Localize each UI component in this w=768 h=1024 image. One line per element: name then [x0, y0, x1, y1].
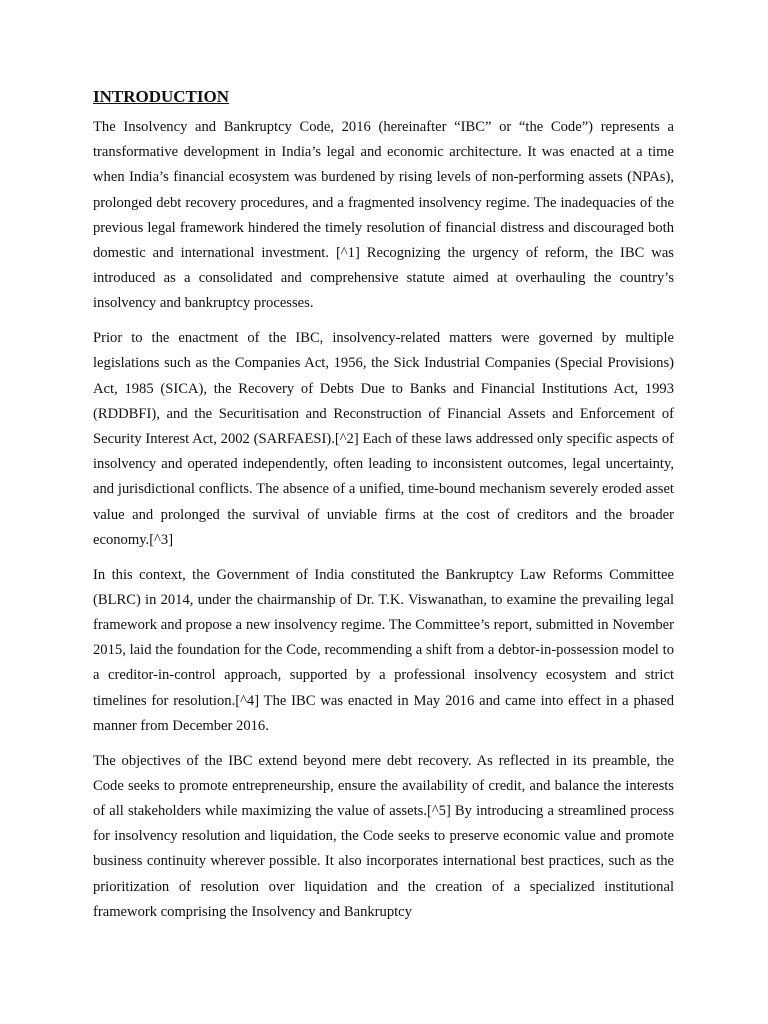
document-page [93, 86, 674, 935]
paragraph-1: The Insolvency and Bankruptcy Code, 2016 (hereinafter “IBC” or “the Code”) represents a transformative development in India’s legal and economic architecture. It was enacted at a time when India’s financial ecosystem was burdened by rising levels of non-performing assets (NPAs), prolonged debt recovery procedures, and a fragmented insolvency regime. The inadequacies of the previous legal framework hindered the timely resolution of financial distress and discouraged both domestic and international investment. [^1] Recognizing the urgency of reform, the IBC was introduced as a consolidated and comprehensive statute aimed at overhauling the country’s insolvency and bankruptcy processes. [93, 119, 674, 312]
paragraph-3: In this context, the Government of India constituted the Bankruptcy Law Reforms Committee (BLRC) in 2014, under the chairmanship of Dr. T.K. Viswanathan, to examine the prevailing legal framework and propose a new insolvency regime. The Committee’s report, submitted in November 2015, laid the foundation for the Code, recommending a shift from a debtor-in-possession model to a creditor-in-control approach, supported by a professional insolvency ecosystem and strict timelines for resolution.[^4] The IBC was enacted in May 2016 and came into effect in a phased manner from December 2016. [93, 566, 674, 734]
paragraph-4: The objectives of the IBC extend beyond mere debt recovery. As reflected in its preamble, the Code seeks to promote entrepreneurship, ensure the availability of credit, and balance the interests of all stakeholders while maximizing the value of assets.[^5] By introducing a streamlined process for insolvency resolution and liquidation, the Code seeks to preserve economic value and promote business continuity wherever possible. It also incorporates international best practices, such as the prioritization of resolution over liquidation and the creation of a specialized institutional framework comprising the Insolvency and Bankruptcy [93, 752, 674, 920]
paragraph-2: Prior to the enactment of the IBC, insolvency-related matters were governed by multiple legislations such as the Companies Act, 1956, the Sick Industrial Companies (Special Provisions) Act, 1985 (SICA), the Recovery of Debts Due to Banks and Financial Institutions Act, 1993 (RDDBFI), and the Securitisation and Reconstruction of Financial Assets and Enforcement of Security Interest Act, 2002 (SARFAESI).[^2] Each of these laws addressed only specific aspects of insolvency and operated independently, often leading to inconsistent outcomes, legal uncertainty, and jurisdictional conflicts. The absence of a unified, time-bound mechanism severely eroded asset value and prolonged the survival of unviable firms at the cost of creditors and the broader economy.[^3] [93, 330, 674, 548]
section-heading: INTRODUCTION [93, 87, 230, 106]
